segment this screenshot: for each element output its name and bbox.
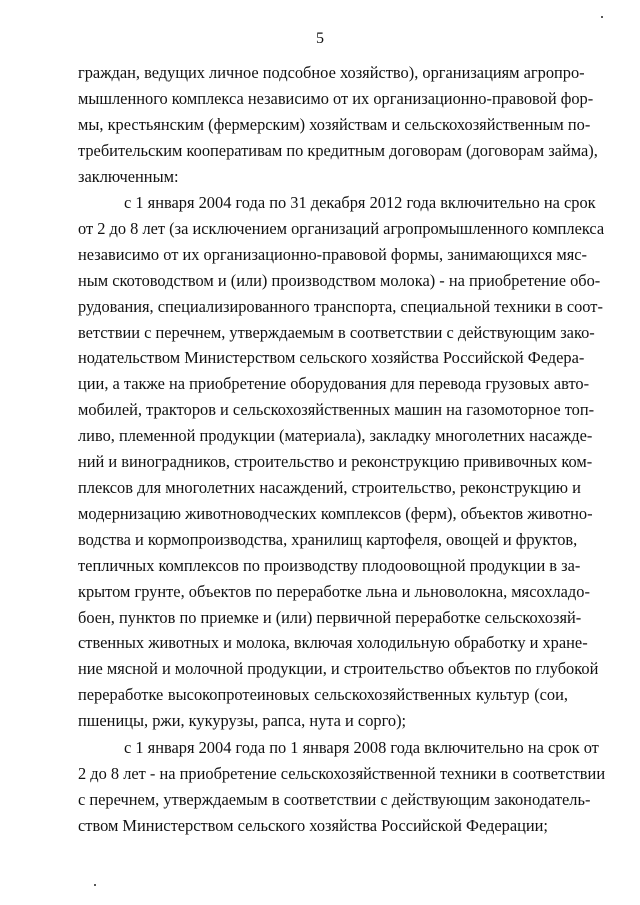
text-line: с 1 января 2004 года по 31 декабря 2012 года включительно на срок <box>124 193 596 212</box>
text-line: ством Министерством сельского хозяйства Российской Федерации; <box>78 815 548 835</box>
text-line: пшеницы, ржи, кукурузы, рапса, нута и сорго); <box>78 711 407 731</box>
text-line: мобилей, тракторов и сельскохозяйственных машин на газомоторное топ- <box>78 400 595 420</box>
text-line: плексов для многолетних насаждений, строительство, реконструкцию и <box>78 477 581 497</box>
scan-speck <box>601 16 603 18</box>
text-line: ливо, племенной продукции (материала), закладку многолетних насажде- <box>78 426 593 446</box>
scan-speck <box>94 884 96 886</box>
text-line: водства и кормопроизводства, хранилищ картофеля, овощей и фруктов, <box>78 529 578 549</box>
paragraph-2 <box>78 190 605 734</box>
text-line: переработке высокопротеиновых сельскохозяйственных культур (сои, <box>78 685 568 705</box>
page-number: 5 <box>316 30 324 47</box>
text-line: рудования, специализированного транспорта, специальной техники в соот- <box>78 296 603 316</box>
text-line: требительским кооперативам по кредитным договорам (договорам займа), <box>78 140 598 160</box>
text-line: граждан, ведущих личное подсобное хозяйство), организациям агропро- <box>78 63 585 82</box>
text-line: ции, а также на приобретение оборудования для перевода грузовых авто- <box>78 374 590 394</box>
text-line: ний и виноградников, строительство и реконструкцию прививочных ком- <box>78 452 593 472</box>
text-line: модернизацию животноводческих комплексов (ферм), объектов животно- <box>78 503 593 523</box>
text-line: мышленного комплекса независимо от их организационно-правовой фор- <box>78 88 594 108</box>
paragraph-3 <box>78 735 606 839</box>
text-line: ным скотоводством и (или) производством молока) - на приобретение обо- <box>78 270 601 290</box>
text-line: с перечнем, утверждаемым в соответствии с действующим законодатель- <box>78 789 591 809</box>
text-line: независимо от их организационно-правовой формы, занимающихся мяс- <box>78 244 587 264</box>
text-line: мы, крестьянским (фермерским) хозяйствам и сельскохозяйственным по- <box>78 114 591 134</box>
text-line: ние мясной и молочной продукции, и строительство объектов по глубокой <box>78 659 599 679</box>
text-line: ветствии с перечнем, утверждаемым в соответствии с действующим зако- <box>78 322 595 342</box>
text-line: с 1 января 2004 года по 1 января 2008 года включительно на срок от <box>124 738 599 757</box>
text-line: нодательством Министерством сельского хозяйства Российской Федера- <box>78 348 585 368</box>
paragraph-1 <box>78 60 598 190</box>
text-line: заключенным: <box>78 166 179 186</box>
text-line: 2 до 8 лет - на приобретение сельскохозяйственной техники в соответствии <box>78 763 606 783</box>
text-line: боен, пунктов по приемке и (или) первичной переработке сельскохозяй- <box>78 607 582 627</box>
text-line: крытом грунте, объектов по переработке льна и льноволокна, мясохладо- <box>78 581 590 601</box>
text-line: тепличных комплексов по производству плодоовощной продукции в за- <box>78 555 581 575</box>
text-line: ственных животных и молока, включая холодильную обработку и хране- <box>78 633 588 653</box>
text-line: от 2 до 8 лет (за исключением организаций агропромышленного комплекса <box>78 218 605 238</box>
